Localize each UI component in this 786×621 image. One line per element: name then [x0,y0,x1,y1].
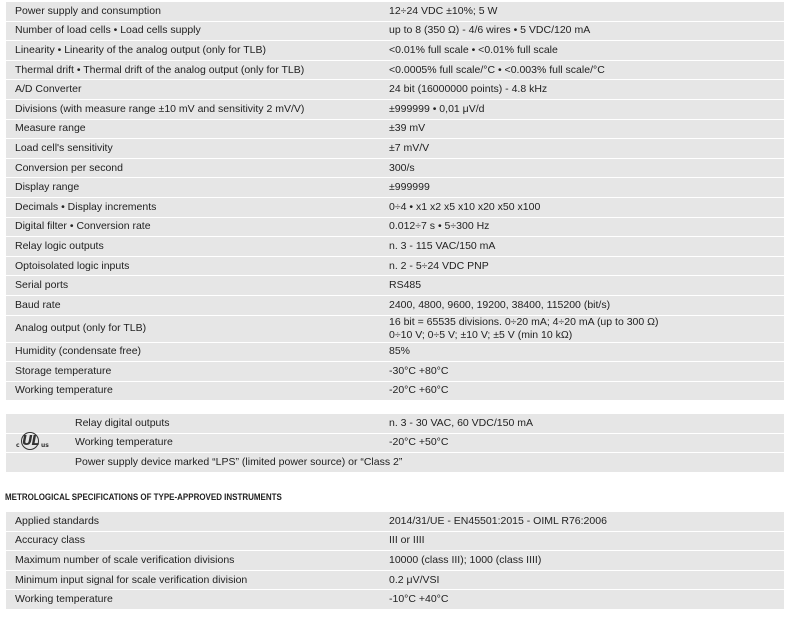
spec-label: Humidity (condensate free) [15,345,142,358]
spec-label: A/D Converter [15,83,82,96]
metro-label: Accuracy class [15,534,86,547]
spec-value: ±39 mV [389,122,426,135]
metro-value: III or IIII [389,534,425,547]
spec-value: 12÷24 VDC ±10%; 5 W [389,4,498,17]
spec-value: up to 8 (350 Ω) - 4/6 wires • 5 VDC/120 mA [389,24,591,37]
spec-row-load-cells [6,22,784,42]
spec-value: n. 2 - 5÷24 VDC PNP [389,259,489,272]
spec-value: <0.01% full scale • <0.01% full scale [389,43,558,56]
metro-row-min-input-signal [6,571,784,591]
spec-row-relay-outputs [6,237,784,257]
spec-label: Decimals • Display increments [15,200,157,213]
ul-certification-icon [16,432,56,454]
spec-value: -30°C +80°C [389,364,449,377]
spec-row-humidity [6,343,784,363]
ul-logo-ul: UL [22,434,39,449]
metro-value: 0.2 μV/VSI [389,573,440,586]
spec-label: Power supply and consumption [15,4,161,17]
spec-row-decimals [6,198,784,218]
spec-row-storage-temperature [6,362,784,382]
spec-value: ±999999 [389,181,430,194]
ul-value: -20°C +50°C [389,436,449,449]
spec-row-divisions [6,100,784,120]
spec-label: Baud rate [15,298,61,311]
spec-row-serial-ports [6,276,784,296]
spec-value: ±999999 • 0,01 μV/d [389,102,485,115]
spec-row-linearity [6,41,784,61]
ul-row-working-temperature [6,434,784,454]
metro-value: -10°C +40°C [389,593,449,606]
spec-label: Serial ports [15,279,69,292]
spec-label: Analog output (only for TLB) [15,322,147,334]
spec-label: Display range [15,181,80,194]
spec-row-measure-range [6,120,784,140]
spec-label: Digital filter • Conversion rate [15,220,151,233]
spec-value: <0.0005% full scale/°C • <0.003% full scale/°C [389,63,605,76]
spec-value: 85% [389,345,411,358]
spec-row-logic-inputs [6,257,784,277]
metro-value: 10000 (class III); 1000 (class IIII) [389,553,542,566]
spec-row-ad-converter [6,80,784,100]
spec-value [389,316,784,342]
spec-label: Optoisolated logic inputs [15,259,130,272]
spec-label: Storage temperature [15,364,112,377]
ul-row-relay-digital-outputs [6,414,784,434]
ul-logo-c: c [16,442,20,449]
spec-label: Divisions (with measure range ±10 mV and sensitivity 2 mV/V) [15,102,305,115]
metro-label: Minimum input signal for scale verification division [15,573,248,586]
spec-row-digital-filter [6,218,784,238]
spec-label: Load cell's sensitivity [15,141,113,154]
spec-value: ±7 mV/V [389,141,430,154]
spec-row-display-range [6,178,784,198]
spec-label: Linearity • Linearity of the analog output (only for TLB) [15,43,266,56]
spec-row-baud-rate [6,296,784,316]
spec-row-sensitivity [6,139,784,159]
metro-label: Maximum number of scale verification divisions [15,553,235,566]
spec-value: 24 bit (16000000 points) - 4.8 kHz [389,83,548,96]
analog-value-line-2: 0÷10 V; 0÷5 V; ±10 V; ±5 V (min 10 kΩ) [389,328,573,341]
section-title-metrological: METROLOGICAL SPECIFICATIONS OF TYPE-APPROVED INSTRUMENTS [5,492,282,503]
spec-row-analog-output [6,316,784,343]
metro-row-applied-standards [6,512,784,532]
specifications-table [6,2,784,401]
spec-label: Working temperature [15,384,113,397]
metro-row-working-temperature [6,590,784,610]
spec-row-thermal-drift [6,61,784,81]
spec-value: 300/s [389,161,415,174]
spec-row-conversion [6,159,784,179]
spec-value: 2400, 4800, 9600, 19200, 38400, 115200 (bit/s) [389,298,611,311]
metro-value: 2014/31/UE - EN45501:2015 - OIML R76:2006 [389,514,607,527]
spec-value: RS485 [389,279,422,292]
ul-value: n. 3 - 30 VAC, 60 VDC/150 mA [389,416,533,429]
spec-value: 0÷4 • x1 x2 x5 x10 x20 x50 x100 [389,200,541,213]
ul-label: Relay digital outputs [75,416,170,429]
analog-value-line-1: 16 bit = 65535 divisions. 0÷20 mA; 4÷20 mA (up to 300 Ω) [389,315,659,328]
spec-value: n. 3 - 115 VAC/150 mA [389,239,496,252]
ul-certification-block [6,414,784,473]
metro-row-accuracy-class [6,532,784,552]
spec-label: Number of load cells • Load cells supply [15,24,201,37]
ul-note: Power supply device marked “LPS” (limited power source) or “Class 2” [75,455,403,468]
metro-label: Applied standards [15,514,100,527]
spec-row-working-temperature [6,382,784,402]
spec-label: Measure range [15,122,86,135]
metro-row-max-divisions [6,551,784,571]
spec-row-power-supply [6,2,784,22]
spec-label: Thermal drift • Thermal drift of the analog output (only for TLB) [15,63,305,76]
spec-value: 0.012÷7 s • 5÷300 Hz [389,220,490,233]
ul-row-power-supply-note [6,453,784,473]
ul-logo-us: us [41,442,49,449]
spec-label: Conversion per second [15,161,123,174]
ul-label: Working temperature [75,436,173,449]
metrological-table [6,512,784,610]
metro-label: Working temperature [15,593,113,606]
spec-label: Relay logic outputs [15,239,104,252]
spec-value: -20°C +60°C [389,384,449,397]
